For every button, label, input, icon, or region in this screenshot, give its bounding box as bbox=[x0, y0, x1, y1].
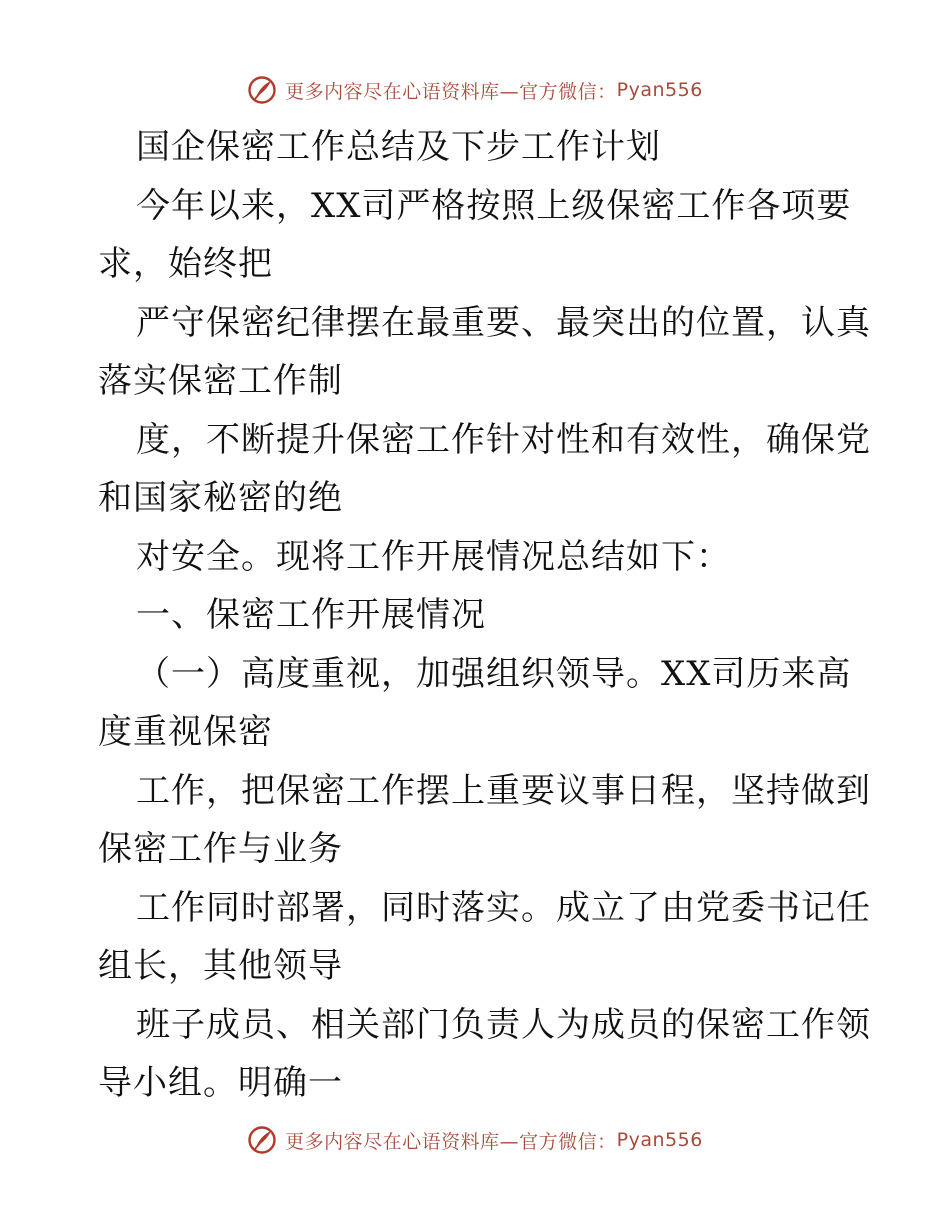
banner-account: Pyan556 bbox=[616, 79, 703, 101]
paragraph-line: 工作，把保密工作摆上重要议事日程，坚持做到 bbox=[136, 770, 871, 811]
paragraph-line: 求，始终把 bbox=[98, 244, 273, 284]
banner-text: 更多内容尽在心语资料库—官方微信： bbox=[285, 80, 617, 103]
paragraph-line: 导小组。明确一 bbox=[98, 1063, 343, 1103]
paragraph-line: 保密工作与业务 bbox=[98, 829, 343, 869]
paragraph-line: 对安全。现将工作开展情况总结如下： bbox=[136, 536, 731, 577]
paragraph-line: 工作同时部署，同时落实。成立了由党委书记任 bbox=[136, 887, 871, 928]
section-heading: 一、保密工作开展情况 bbox=[136, 595, 486, 635]
document-body bbox=[98, 118, 871, 1113]
subsection-heading-line: （一）高度重视，加强组织领导。XX司历来高 bbox=[136, 653, 852, 694]
banner-text: 更多内容尽在心语资料库—官方微信： bbox=[285, 1130, 617, 1153]
paragraph-line: 落实保密工作制 bbox=[98, 361, 343, 401]
paragraph-line: 严守保密纪律摆在最重要、最突出的位置，认真 bbox=[136, 302, 871, 343]
paragraph-line: 组长，其他领导 bbox=[98, 946, 343, 986]
paragraph-line: 班子成员、相关部门负责人为成员的保密工作领 bbox=[136, 1004, 871, 1045]
paragraph-line: 今年以来，XX司严格按照上级保密工作各项要 bbox=[136, 185, 852, 226]
paragraph-line: 和国家秘密的绝 bbox=[98, 478, 343, 518]
feather-quill-logo-icon bbox=[247, 1125, 277, 1155]
feather-quill-logo-icon bbox=[247, 75, 277, 105]
paragraph-line: 度，不断提升保密工作针对性和有效性，确保党 bbox=[136, 419, 871, 460]
document-title: 国企保密工作总结及下步工作计划 bbox=[136, 127, 661, 167]
header-banner bbox=[0, 70, 950, 110]
paragraph-line: 度重视保密 bbox=[98, 712, 273, 752]
banner-account: Pyan556 bbox=[616, 1129, 703, 1151]
footer-banner bbox=[0, 1120, 950, 1160]
